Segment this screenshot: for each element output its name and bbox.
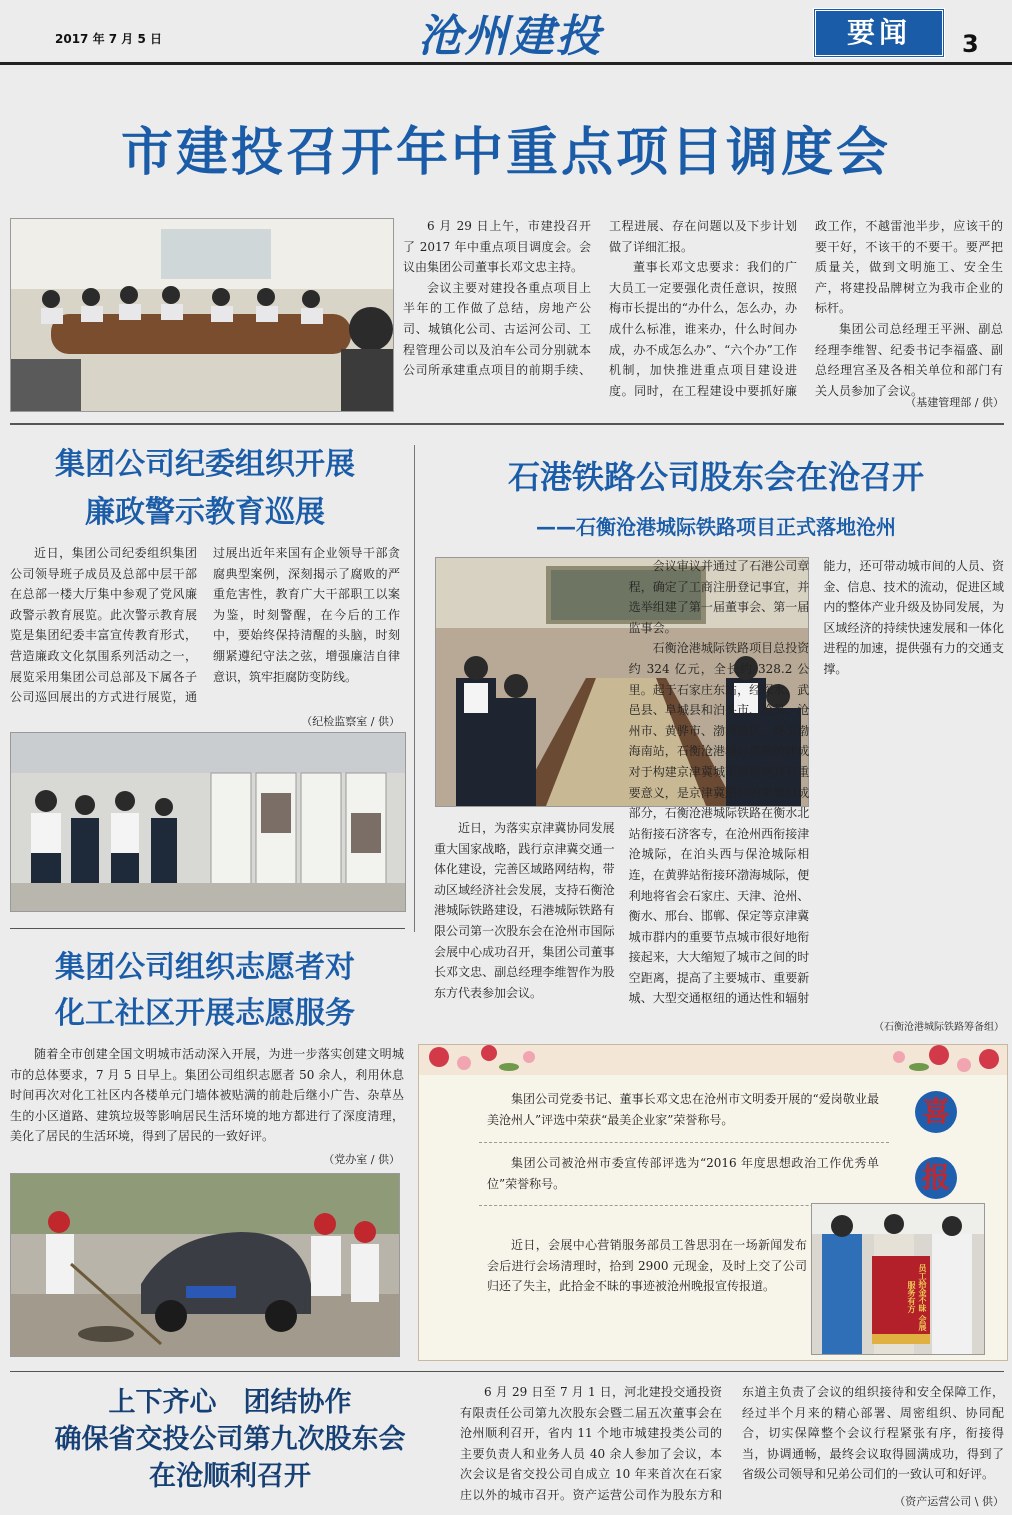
article5-credit: （资产运营公司 \ 供） (820, 1493, 1004, 1509)
good-news-badge (915, 1091, 957, 1133)
good-news-box (418, 1044, 1008, 1361)
award-banner-text: 员工拾金不昧 会展服务有方 (907, 1263, 927, 1331)
article2-title (0, 441, 410, 537)
divider-1 (10, 423, 1004, 425)
article5-title-line: 在沧顺利召开 (149, 1461, 311, 1492)
article4-credit: （党办室 / 供） (323, 1153, 400, 1166)
article4-title-line: 集团公司组织志愿者对 (55, 950, 355, 985)
good-news-item: 集团公司党委书记、董事长邓文忠在沧州市文明委开展的“爱岗敬业最美沧州人”评选中荣获“最美企业家”荣誉称号。 (487, 1092, 879, 1127)
article3-credit: （石衡沧港城际铁路筹备组） (874, 1022, 1004, 1033)
article2-body (10, 543, 400, 728)
volunteer-photo-image (11, 1174, 399, 1356)
article2-credit: （纪检监察室 / 供） (301, 715, 400, 728)
volunteer-photo (10, 1173, 400, 1357)
exhibition-photo-image (11, 733, 405, 911)
article3-paragraph: 石衡沧港城际铁路项目总投资约 324 亿元，全长约 328.2 公里。起于石家庄东站，经深水、武邑县、阜城县和泊头市、沧县、沧州市、黄骅市、渤海新区，终至渤海南站，石衡沧港城际铁路的建成对于构建京津冀城市群路网具有重要意义，是京津冀路网的重要组成部分，石衡沧港城际铁路在衡水北站衔接石济客专，在沧州西衔接津沧城际，在泊头西与保沧城际相连，在黄骅站衔接环渤海城际，便利地将省会石家庄、天津、沧州、衡水、邢台、邯郸、保定等京津冀城市群内的重要节点城市很好地衔接起来，大大缩短了城市之间的时空距离，提高了主要城市、重要新城、大型交通枢纽的通达性和辐射能力，还可带动城市间的人员、资金、信息、技术的流动，促进区域内的整体产业升级及协同发展，为区域经济的持续快速发展和一体化进程的加速，提供强有力的交通支撑。 (628, 559, 1004, 1006)
article1-paragraph: 6 月 29 日上午，市建投召开了 2017 年中重点项目调度会。会议由集团公司董事长邓文忠主持。 (403, 219, 591, 275)
section-label: 要闻 (846, 16, 911, 49)
article3-photo-spacer (434, 556, 615, 818)
article5-title-line: 上下齐心 团结协作 (108, 1387, 352, 1418)
article5-title-line: 确保省交投公司第九次股东会 (54, 1424, 406, 1455)
article3-paragraph: 会议审议并通过了石港公司章程，确定了工商注册登记事宜，并选举组建了第一届董事会、第一届监事会。 (628, 559, 810, 635)
article1-credit: （基建管理部 / 供） (905, 396, 1004, 409)
article3-paragraph: 近日，为落实京津冀协同发展重大国家战略，践行京津冀交通一体化建设，完善区域路网结构，带动区域经济社会发展，支持石衡沧港城际铁路建设，石港城际铁路有限公司第一次股东会在沧州市国际会展中心成功召开，集团公司董事长邓文忠、副总经理李维智作为股东方代表参加会议。 (434, 821, 615, 1000)
article3-subtitle: ——石衡沧港城际铁路项目正式落地沧州 (536, 515, 896, 539)
divider-3 (10, 1371, 1004, 1372)
article4-title (0, 945, 410, 1037)
issue-date: 2017 年 7 月 5 日 (55, 32, 162, 46)
article1-paragraph: 集团公司总经理王平洲、副总经理李维智、纪委书记李福盛、副总经理宫圣及各相关单位和部门有关人员参加了会议。 (815, 321, 1003, 398)
good-news-item: 集团公司被沧州市委宣传部评选为“2016 年度思想政治工作优秀单位”荣誉称号。 (487, 1156, 879, 1191)
article5-title (0, 1384, 460, 1495)
good-news-item: 近日，会展中心营销服务部员工昝思羽在一场新闻发布会后进行会场清理时，拾到 2900 元现金，及时上交了公司归还了失主，此拾金不昧的事迹被沧州晚报宣传报道。 (487, 1238, 807, 1294)
article1-paragraph: 董事长邓文忠要求：我们的广大员工一定要强化责任意识，按照梅市长提出的“办什么，怎么办，办成什么标准，谁来办，什么时间办成，办不成怎么办”、“六个办”工作机制，加快推进重点项目建设进度。同时，在工程建设中要抓好廉政工作，不越雷池半步，应该干的要干好，不该干的不要干。要严把质量关，做到文明施工、安全生产，将建投品牌树立为我市企业的标杆。 (609, 219, 1003, 398)
section-badge (813, 8, 945, 58)
paper-name: 沧州建投 (418, 11, 602, 62)
masthead-rule (0, 62, 1012, 65)
article2-title-line: 廉政警示教育巡展 (85, 495, 325, 530)
article4-body (10, 1044, 404, 1147)
column-divider (414, 445, 415, 932)
exhibition-photo (10, 732, 406, 912)
badge-character: 报 (921, 1161, 950, 1194)
article3-body (434, 556, 1004, 1018)
floral-border (419, 1045, 1008, 1075)
masthead (0, 0, 1012, 66)
award-banner-photo (811, 1203, 985, 1355)
article2-paragraph: 近日，集团公司纪委组织集团公司领导班子成员及总部中层干部在总部一楼大厅集中参观了党风廉政警示教育展览。此次警示教育展览是集团纪委丰富宣传教育形式，营造廉政文化氛围系列活动之一，展览采用集团公司总部及下属各子公司巡回展出的方式进行展览，通过展出近年来国有企业领导干部贪腐典型案例，深刻揭示了腐败的严重危害性，教育广大干部职工以案为鉴，时刻警醒，在今后的工作中，要始终保持清醒的头脑，时刻绷紧遵纪守法之弦，增强廉洁自律意识，筑牢拒腐防变防线。 (10, 546, 400, 705)
article1-body (403, 216, 1003, 406)
article5-paragraph: 6 月 29 日至 7 月 1 日，河北建投交通投资有限责任公司第九次股东会暨二届五次董事会在沧州顺利召开，省内 11 个地市城建投类公司的主要负责人和业务人员 40 余人参加了会议，本次会议是省交投公司自成立 10 年来首次在石家庄以外的城市召开。资产运营公司作为股东方和东道主负责了会议的组织接待和安全保障工作，经过半个月来的精心部署、周密组织、协同配合，切实保障整个会议行程紧张有序，衔接得当，协调通畅，最终会议取得圆满成功，得到了省级公司领导和兄弟公司们的一致认可和好评。 (460, 1385, 1004, 1502)
article4-paragraph: 随着全市创建全国文明城市活动深入开展，为进一步落实创建文明城市的总体要求，7 月 5 日早上。集团公司组织志愿者 50 余人，利用休息时间再次对化工社区内各楼单元门墙体被贴满的前赴后继小广告、杂草丛生的小区道路、建筑垃圾等影响居民生活环境的地方都进行了深度清理，美化了居民的生活环境，得到了居民的一致好评。 (10, 1047, 404, 1144)
article4-title-line: 化工社区开展志愿服务 (55, 996, 355, 1031)
divider-2 (10, 928, 405, 929)
article1-title: 市建投召开年中重点项目调度会 (120, 123, 891, 183)
article3-title: 石港铁路公司股东会在沧召开 (507, 458, 924, 496)
meeting-photo-image (11, 219, 393, 411)
article2-title-line: 集团公司纪委组织开展 (55, 447, 355, 482)
good-news-separator (479, 1142, 889, 1143)
article5-body (460, 1382, 1004, 1508)
badge-character: 喜 (921, 1095, 950, 1128)
good-news-badge (915, 1157, 957, 1199)
meeting-photo (10, 218, 394, 412)
article1-paragraph: 会议主要对建投各重点项目上半年的工作做了总结，房地产公司、城镇化公司、古运河公司、工程管理公司以及泊车公司分别就本公司所承建重点项目的前期手续、工程进展、存在问题以及下步计划做了详细汇报。 (403, 219, 797, 378)
page-number: 3 (962, 30, 979, 58)
